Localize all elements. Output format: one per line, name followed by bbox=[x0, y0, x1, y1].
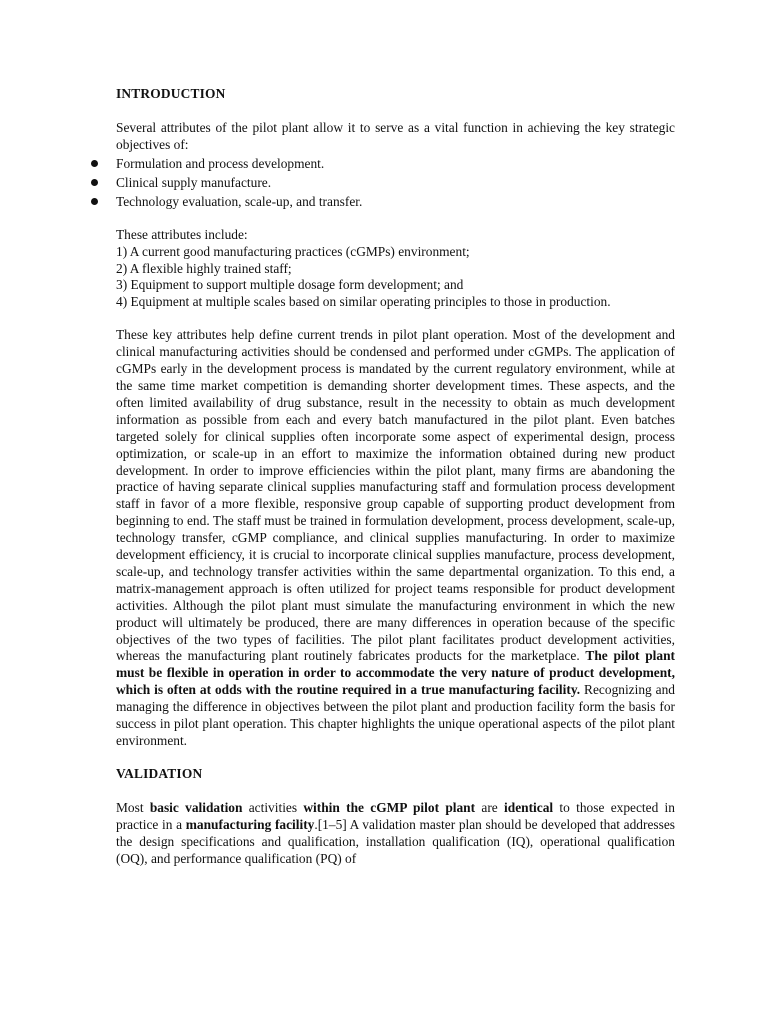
attribute-item: 2) A flexible highly trained staff; bbox=[116, 260, 292, 276]
body-text: activities bbox=[242, 799, 304, 815]
list-item-text: Technology evaluation, scale-up, and transfer. bbox=[116, 193, 363, 209]
bullet-icon bbox=[91, 160, 98, 167]
bullet-icon bbox=[91, 198, 98, 205]
intro-lead-paragraph: Several attributes of the pilot plant allow it to serve as a vital function in achieving the key strategic objectives of: bbox=[116, 119, 675, 152]
introduction-heading: INTRODUCTION bbox=[116, 86, 226, 101]
body-text: Recognizing and managing the difference in objectives between the pilot plant and production facility form the basis for success in pilot plant operation. This chapter highlights the unique operational aspects of the pilot plant environment. bbox=[116, 682, 675, 748]
body-bold-text: within the cGMP pilot plant bbox=[303, 799, 476, 815]
validation-heading: VALIDATION bbox=[116, 765, 203, 781]
list-item bbox=[116, 192, 675, 211]
list-item-text: Formulation and process development. bbox=[116, 155, 325, 171]
list-item bbox=[116, 173, 675, 192]
body-text: are bbox=[475, 799, 505, 815]
intro-body-paragraph bbox=[116, 327, 675, 750]
body-bold-text: The pilot plant must be flexible in operation in order to accommodate the very nature of product development, which is often at odds with the routine required in a true manufacturing facility. bbox=[116, 648, 675, 698]
body-text: to those expected in practice in a bbox=[116, 799, 675, 832]
objectives-list bbox=[116, 154, 675, 211]
body-bold-text: manufacturing facility bbox=[185, 816, 315, 832]
document-page bbox=[116, 86, 675, 867]
body-text: .[1–5] A validation master plan should be developed that addresses the design specifications and qualification, installation qualification (IQ), operational qualification (OQ), and performance qualification (PQ) of bbox=[116, 816, 675, 866]
attributes-lead: These attributes include: bbox=[116, 226, 248, 242]
body-text: These key attributes help define current trends in pilot plant operation. Most of the development and clinical manufacturing activities should be condensed and performed under cGMPs. The application of cGMPs early in the development process is mandated by the current regulatory environment, while at the same time market competition is demanding shorter development times. These aspects, and the often limited availability of drug substance, result in the necessity to obtain as much development information as possible from each and every batch manufactured in the pilot plant. Even batches targeted solely for clinical supplies often incorporate some aspect of experimental design, process optimization, or scale-up in an effort to maximize the information obtained during new product development. In order to improve efficiencies within the pilot plant, many firms are abandoning the practice of having separate clinical supplies manufacturing staff and formulation process development staff in favor of a more flexible, responsive group capable of supporting product development from beginning to end. The staff must be trained in formulation development, process development, scale-up, technology transfer, cGMP compliance, and clinical supplies manufacturing. In order to maximize development efficiency, it is crucial to incorporate clinical supplies manufacture, process development, scale-up, and technology transfer activities within the same departmental organization. To this end, a matrix-management approach is often utilized for project teams responsible for product development activities. Although the pilot plant must simulate the manufacturing environment in which the new product will ultimately be produced, there are many differences in operation because of the specific objectives of the two types of facilities. The pilot plant facilitates product development activities, whereas the manufacturing plant routinely fabricates products for the marketplace. bbox=[116, 327, 675, 664]
bullet-icon bbox=[91, 179, 98, 186]
list-item bbox=[116, 154, 675, 173]
body-text: Most bbox=[116, 799, 150, 815]
list-item-text: Clinical supply manufacture. bbox=[116, 174, 272, 190]
attribute-item: 1) A current good manufacturing practices (cGMPs) environment; bbox=[116, 243, 470, 259]
attribute-item: 3) Equipment to support multiple dosage form development; and bbox=[116, 277, 464, 293]
body-bold-text: basic validation bbox=[149, 799, 243, 815]
validation-paragraph bbox=[116, 800, 675, 868]
attribute-item: 4) Equipment at multiple scales based on similar operating principles to those in production. bbox=[116, 294, 611, 310]
body-bold-text: identical bbox=[504, 799, 554, 815]
